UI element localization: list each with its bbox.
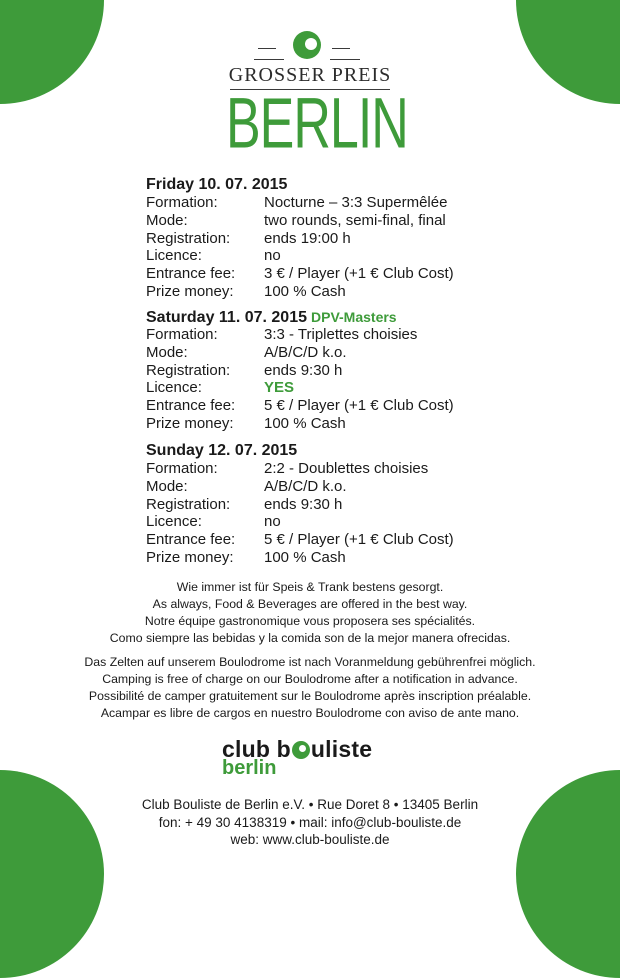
logo-line [254,59,284,60]
row-label: Licence: [146,513,202,531]
day-date: Friday 10. 07. 2015 [146,176,288,193]
row-value: ends 9:30 h [264,495,343,513]
info-row [146,283,506,301]
row-label: Entrance fee: [146,397,236,415]
logo-title: BERLIN [226,83,408,164]
club-logo-line2: berlin [222,757,277,779]
boule-icon [292,741,310,759]
row-label: Prize money: [146,282,234,300]
notice-line: Possibilité de camper gratuitement sur le Boulodrome après inscription préalable. [88,689,532,703]
boule-icon [293,31,321,59]
row-label: Formation: [146,460,218,477]
row-label: Prize money: [146,414,234,432]
row-value: A/B/C/D k.o. [264,477,347,495]
info-row [146,415,506,433]
row-label: Mode: [146,211,188,229]
row-label: Mode: [146,343,188,361]
masters-tag: DPV-Masters [311,309,397,325]
row-label: Registration: [146,229,231,247]
notice-line: As always, Food & Beverages are offered in the best way. [152,597,468,611]
address-line: Club Bouliste de Berlin e.V. • Rue Doret 8 • 13405 Berlin [141,797,479,812]
info-row [146,265,506,283]
row-value: two rounds, semi-final, final [264,211,446,229]
row-label: Entrance fee: [146,531,236,549]
notice-line: Wie immer ist für Speis & Trank bestens gesorgt. [176,580,444,594]
logo-line [330,59,360,60]
row-label: Registration: [146,361,231,379]
licence-highlight: YES [264,379,295,397]
row-value: 5 € / Player (+1 € Club Cost) [264,397,454,415]
logo-line [332,48,350,49]
row-value: 100 % Cash [264,282,346,300]
info-row [146,531,506,549]
row-value: A/B/C/D k.o. [264,343,347,361]
row-label: Formation: [146,194,218,211]
info-row [146,212,506,230]
row-value: no [264,513,281,531]
day-block-saturday [146,308,506,433]
info-row [146,230,506,248]
row-value: 100 % Cash [264,414,346,432]
row-label: Entrance fee: [146,265,236,283]
corner-circle-top-right [516,0,620,104]
row-label: Registration: [146,495,231,513]
info-row [146,194,506,212]
day-heading [146,308,506,326]
day-heading [146,442,506,460]
info-row [146,460,506,478]
row-label: Formation: [146,326,218,343]
club-logo-text: club b [222,736,291,762]
club-logo [222,737,402,781]
row-label: Licence: [146,247,202,265]
day-block-friday [146,176,506,301]
website-line[interactable]: web: www.club-bouliste.de [230,832,390,847]
logo-subtitle: GROSSER PREIS [228,64,392,86]
info-row [146,247,506,265]
info-row [146,344,506,362]
row-value: no [264,247,281,265]
club-logo-text: uliste [310,736,373,762]
row-value: ends 19:00 h [264,229,351,247]
day-date: Sunday 12. 07. 2015 [146,442,298,459]
notice-line: Notre équipe gastronomique vous proposera ses spécialités. [144,614,476,628]
row-value: 100 % Cash [264,548,346,566]
row-value: 5 € / Player (+1 € Club Cost) [264,531,454,549]
row-label: Licence: [146,379,202,397]
info-row [146,397,506,415]
info-row [146,496,506,514]
camping-notice [20,654,600,722]
row-label: Prize money: [146,548,234,566]
row-value: 3 € / Player (+1 € Club Cost) [264,265,454,283]
event-logo [226,28,408,164]
notice-line: Camping is free of charge on our Boulodrome after a notification in advance. [102,672,518,686]
logo-line [258,48,276,49]
info-row [146,513,506,531]
info-row [146,478,506,496]
info-row [146,549,506,567]
info-row [146,379,506,397]
row-value: ends 9:30 h [264,361,343,379]
contact-footer [60,796,560,849]
row-value: Nocturne – 3:3 Supermêlée [264,194,448,211]
notice-line: Das Zelten auf unserem Boulodrome ist nach Voranmeldung gebührenfrei möglich. [84,655,536,669]
notice-line: Acampar es libre de cargos en nuestro Boulodrome con aviso de ante mano. [100,706,520,720]
corner-circle-top-left [0,0,104,104]
day-block-sunday [146,442,506,567]
day-date: Saturday 11. 07. 2015 [146,309,307,326]
row-value: 2:2 - Doublettes choisies [264,460,429,477]
contact-line: fon: + 49 30 4138319 • mail: info@club-bouliste.de [158,814,462,830]
info-row [146,326,506,344]
day-heading [146,176,506,194]
row-value: 3:3 - Triplettes choisies [264,326,418,343]
row-label: Mode: [146,477,188,495]
notice-line: Como siempre las bebidas y la comida son de la mejor manera ofrecidas. [109,631,511,645]
info-row [146,362,506,380]
food-notice [20,579,600,647]
